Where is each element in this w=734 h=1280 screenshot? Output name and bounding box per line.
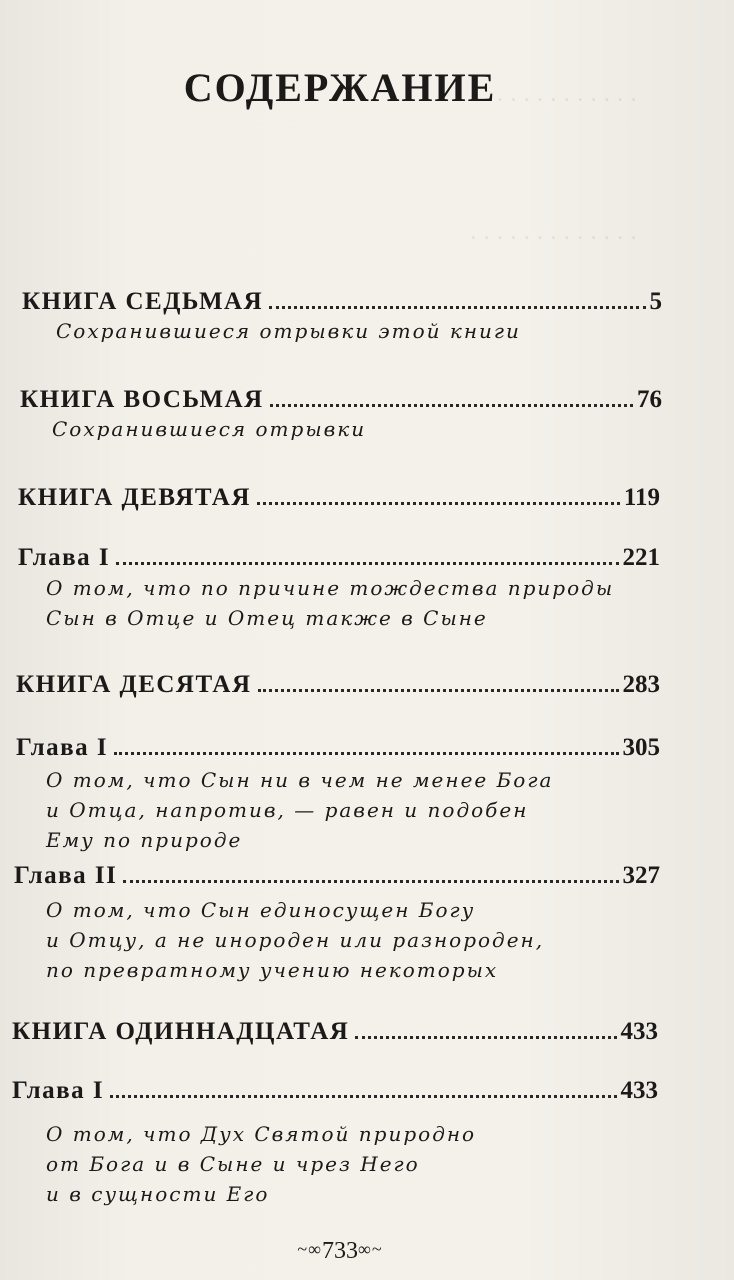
bleed-through-text: · · · · · · · · · · · · · [470, 88, 637, 112]
toc-page-number: 433 [620, 1077, 658, 1104]
toc-entry-description [46, 765, 553, 855]
dot-leader [123, 880, 618, 883]
toc-entry-label: КНИГА ДЕВЯТАЯ [18, 484, 251, 511]
toc-entry-book-11-chapter-1 [12, 1077, 658, 1105]
description-line: Сохранившиеся отрывки этой книги [56, 319, 521, 343]
page-title: СОДЕРЖАНИЕ [183, 65, 497, 110]
toc-entry-book-9 [18, 484, 660, 512]
description-line: и Отцу, а не инороден или разнороден, [46, 928, 545, 952]
toc-entry-book-9-chapter-1 [18, 544, 660, 572]
dot-leader [110, 1095, 616, 1098]
dot-leader [116, 562, 618, 565]
toc-entry-label: Глава I [18, 544, 111, 571]
toc-entry-description [46, 1119, 476, 1209]
toc-entry-book-8 [20, 386, 662, 414]
toc-entry-description [46, 895, 544, 985]
page-number-footer [0, 1238, 680, 1265]
toc-entry-label: Глава I [16, 734, 109, 761]
toc-page-number: 76 [637, 386, 662, 413]
ornament-left-icon: ~∞ [297, 1239, 322, 1259]
description-line: Сын в Отце и Отец также в Сыне [46, 606, 488, 630]
description-line: О том, что Сын единосущен Богу [46, 898, 476, 922]
description-line: Ему по природе [46, 828, 243, 852]
description-line: О том, что Сын ни в чем не менее Бога [46, 768, 554, 792]
toc-page-number: 433 [620, 1018, 658, 1045]
dot-leader [355, 1036, 616, 1039]
toc-page-number: 119 [623, 484, 660, 511]
toc-page-number: 221 [622, 544, 660, 571]
toc-entry-label: КНИГА СЕДЬМАЯ [22, 288, 264, 315]
toc-entry-label: КНИГА ОДИННАДЦАТАЯ [12, 1018, 350, 1045]
folio-number: 733 [322, 1238, 358, 1264]
toc-entry-description [46, 573, 614, 633]
ornament-right-icon: ∞~ [358, 1239, 383, 1259]
toc-entry-description [56, 316, 521, 346]
toc-entry-book-7 [22, 288, 662, 316]
dot-leader [258, 689, 619, 692]
toc-entry-book-11 [12, 1018, 658, 1046]
description-line: по превратному учению некоторых [46, 958, 499, 982]
bleed-through-text: · · · · · · · · · · · · · [470, 226, 637, 250]
description-line: О том, что по причине тождества природы [46, 576, 615, 600]
dot-leader [257, 502, 620, 505]
toc-entry-book-10 [16, 671, 660, 699]
toc-entry-label: Глава II [14, 862, 118, 889]
toc-page-number: 305 [622, 734, 660, 761]
toc-entry-label: КНИГА ДЕСЯТАЯ [16, 671, 252, 698]
description-line: О том, что Дух Святой природно [46, 1122, 477, 1146]
toc-entry-label: Глава I [12, 1077, 105, 1104]
toc-entry-description [52, 414, 366, 444]
dot-leader [114, 752, 618, 755]
description-line: и в сущности Его [46, 1182, 270, 1206]
toc-page-number: 5 [649, 288, 662, 315]
description-line: и Отца, напротив, — равен и подобен [46, 798, 529, 822]
toc-entry-book-10-chapter-1 [16, 734, 660, 762]
toc-page-number: 283 [622, 671, 660, 698]
toc-entry-label: КНИГА ВОСЬМАЯ [20, 386, 264, 413]
toc-page-number: 327 [622, 862, 660, 889]
description-line: Сохранившиеся отрывки [52, 417, 367, 441]
dot-leader [270, 404, 633, 407]
dot-leader [269, 306, 645, 309]
toc-entry-book-10-chapter-2 [14, 862, 660, 890]
description-line: от Бога и в Сыне и чрез Него [46, 1152, 420, 1176]
